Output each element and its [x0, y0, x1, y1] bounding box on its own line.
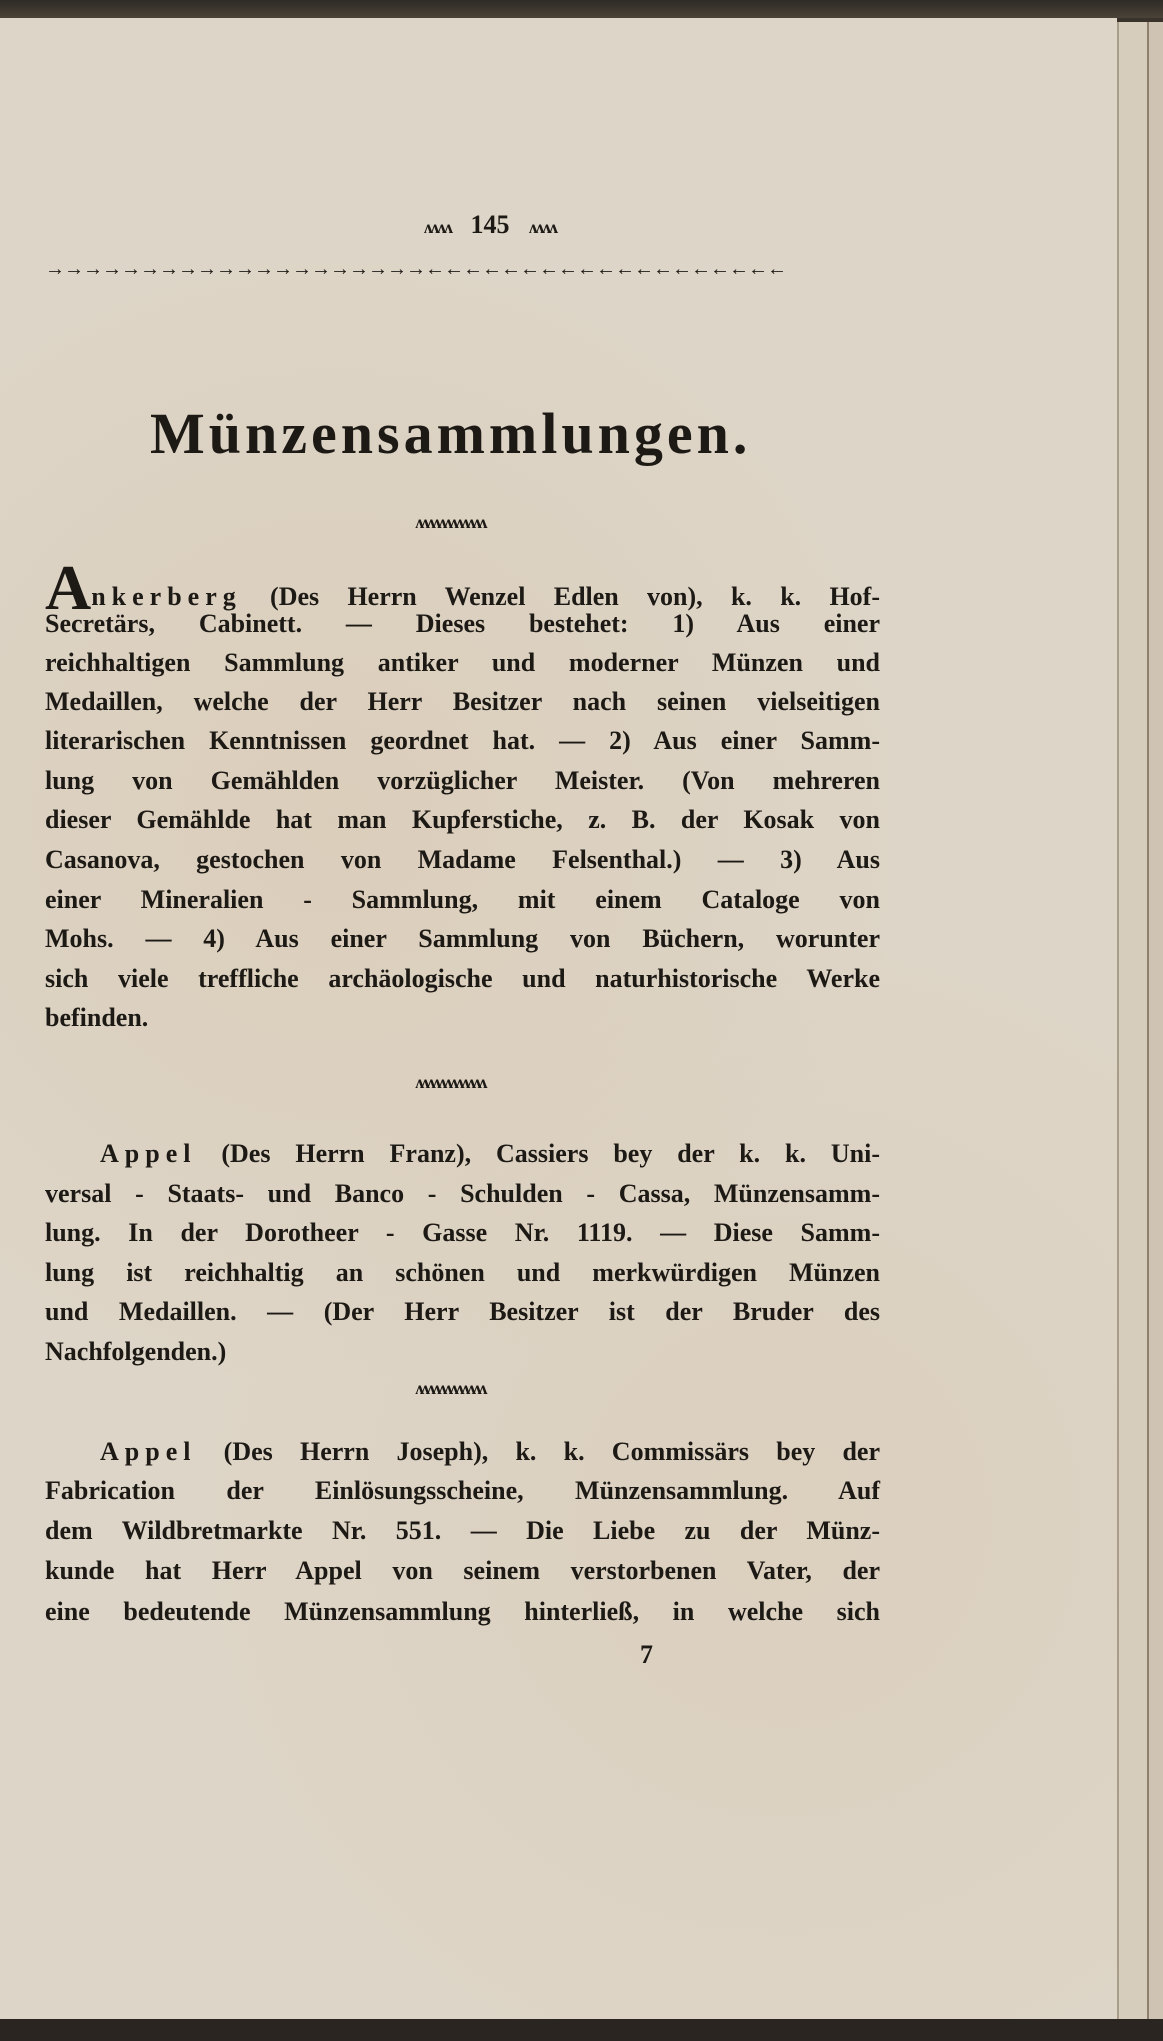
entry-line: Casanova, gestochen von Madame Felsenthal.) — 3) Aus — [45, 845, 880, 874]
entry-line: Secretärs, Cabinett. — Dieses bestehet: 1) Aus einer — [45, 609, 880, 638]
section-title: Münzensammlungen. — [150, 401, 752, 466]
entry-name: Appel — [100, 1437, 197, 1466]
entry-line: dem Wildbretmarkte Nr. 551. — Die Liebe zu der Münz- — [45, 1516, 880, 1545]
entry-line: versal - Staats- und Banco - Schulden - Cassa, Münzensamm- — [45, 1179, 880, 1208]
arrow-rule-ornament: →→→→→→→→→→→→→→→→→→→→←←←←←←←←←←←←←←←←←←← — [45, 258, 786, 280]
page-edge-back — [1147, 22, 1163, 2019]
entry-line: lung von Gemählden vorzüglicher Meister. (Von mehreren — [45, 766, 880, 795]
entry-line: Medaillen, welche der Herr Besitzer nach seinen vielseitigen — [45, 687, 880, 716]
entry-line: lung. In der Dorotheer - Gasse Nr. 1119. — Diese Samm- — [45, 1218, 880, 1247]
separator-ornament: ᴧᴧᴧᴧᴧᴧᴧᴧᴧᴧᴧᴧ — [415, 512, 485, 532]
scan-top-border — [0, 0, 1163, 18]
entry-line-text: (Des Herrn Joseph), k. k. Commissärs bey der — [196, 1437, 880, 1466]
entry-line: und Medaillen. — (Der Herr Besitzer ist der Bruder des — [45, 1297, 880, 1326]
entry-line: eine bedeutende Münzensammlung hinterließ, in welche sich — [45, 1597, 880, 1626]
header-ornament-left: ᴧᴧᴧᴧ — [423, 217, 451, 237]
entry-line-text: (Des Herrn Franz), Cassiers bey der k. k. Uni- — [196, 1139, 880, 1168]
entry-line: sich viele treffliche archäologische und naturhistorische Werke — [45, 964, 880, 993]
entry-line: einer Mineralien - Sammlung, mit einem Cataloge von — [45, 885, 880, 914]
entry-name: Appel — [100, 1139, 197, 1168]
drop-cap-initial: A — [45, 552, 92, 623]
entry-line: literarischen Kenntnissen geordnet hat. — 2) Aus einer Samm- — [45, 726, 880, 755]
entry-line: Mohs. — 4) Aus einer Sammlung von Büchern, worunter — [45, 924, 880, 953]
entry-line — [100, 1432, 880, 1471]
entry-line-text: (Des Herrn Wenzel Edlen von), k. k. Hof- — [241, 582, 880, 611]
entry-name: nkerberg — [91, 582, 242, 611]
running-header — [400, 210, 580, 240]
entry-line: kunde hat Herr Appel von seinem verstorbenen Vater, der — [45, 1556, 880, 1585]
entry-line: dieser Gemählde hat man Kupferstiche, z. B. der Kosak von — [45, 805, 880, 834]
signature-mark: 7 — [640, 1640, 653, 1669]
separator-ornament: ᴧᴧᴧᴧᴧᴧᴧᴧᴧᴧᴧᴧ — [415, 1378, 485, 1398]
entry-line — [100, 1134, 880, 1173]
entry-line: Fabrication der Einlösungsscheine, Münzensammlung. Auf — [45, 1476, 880, 1505]
header-ornament-right: ᴧᴧᴧᴧ — [529, 217, 557, 237]
page-edge — [1117, 22, 1147, 2019]
separator-ornament: ᴧᴧᴧᴧᴧᴧᴧᴧᴧᴧᴧᴧ — [415, 1072, 485, 1092]
entry-line: lung ist reichhaltig an schönen und merkwürdigen Münzen — [45, 1258, 880, 1287]
entry-line: befinden. — [45, 1003, 149, 1032]
entry-line: Nachfolgenden.) — [45, 1337, 227, 1366]
entry-line: reichhaltigen Sammlung antiker und moderner Münzen und — [45, 648, 880, 677]
page-number: 145 — [470, 210, 510, 239]
scan-bottom-border — [0, 2019, 1163, 2041]
